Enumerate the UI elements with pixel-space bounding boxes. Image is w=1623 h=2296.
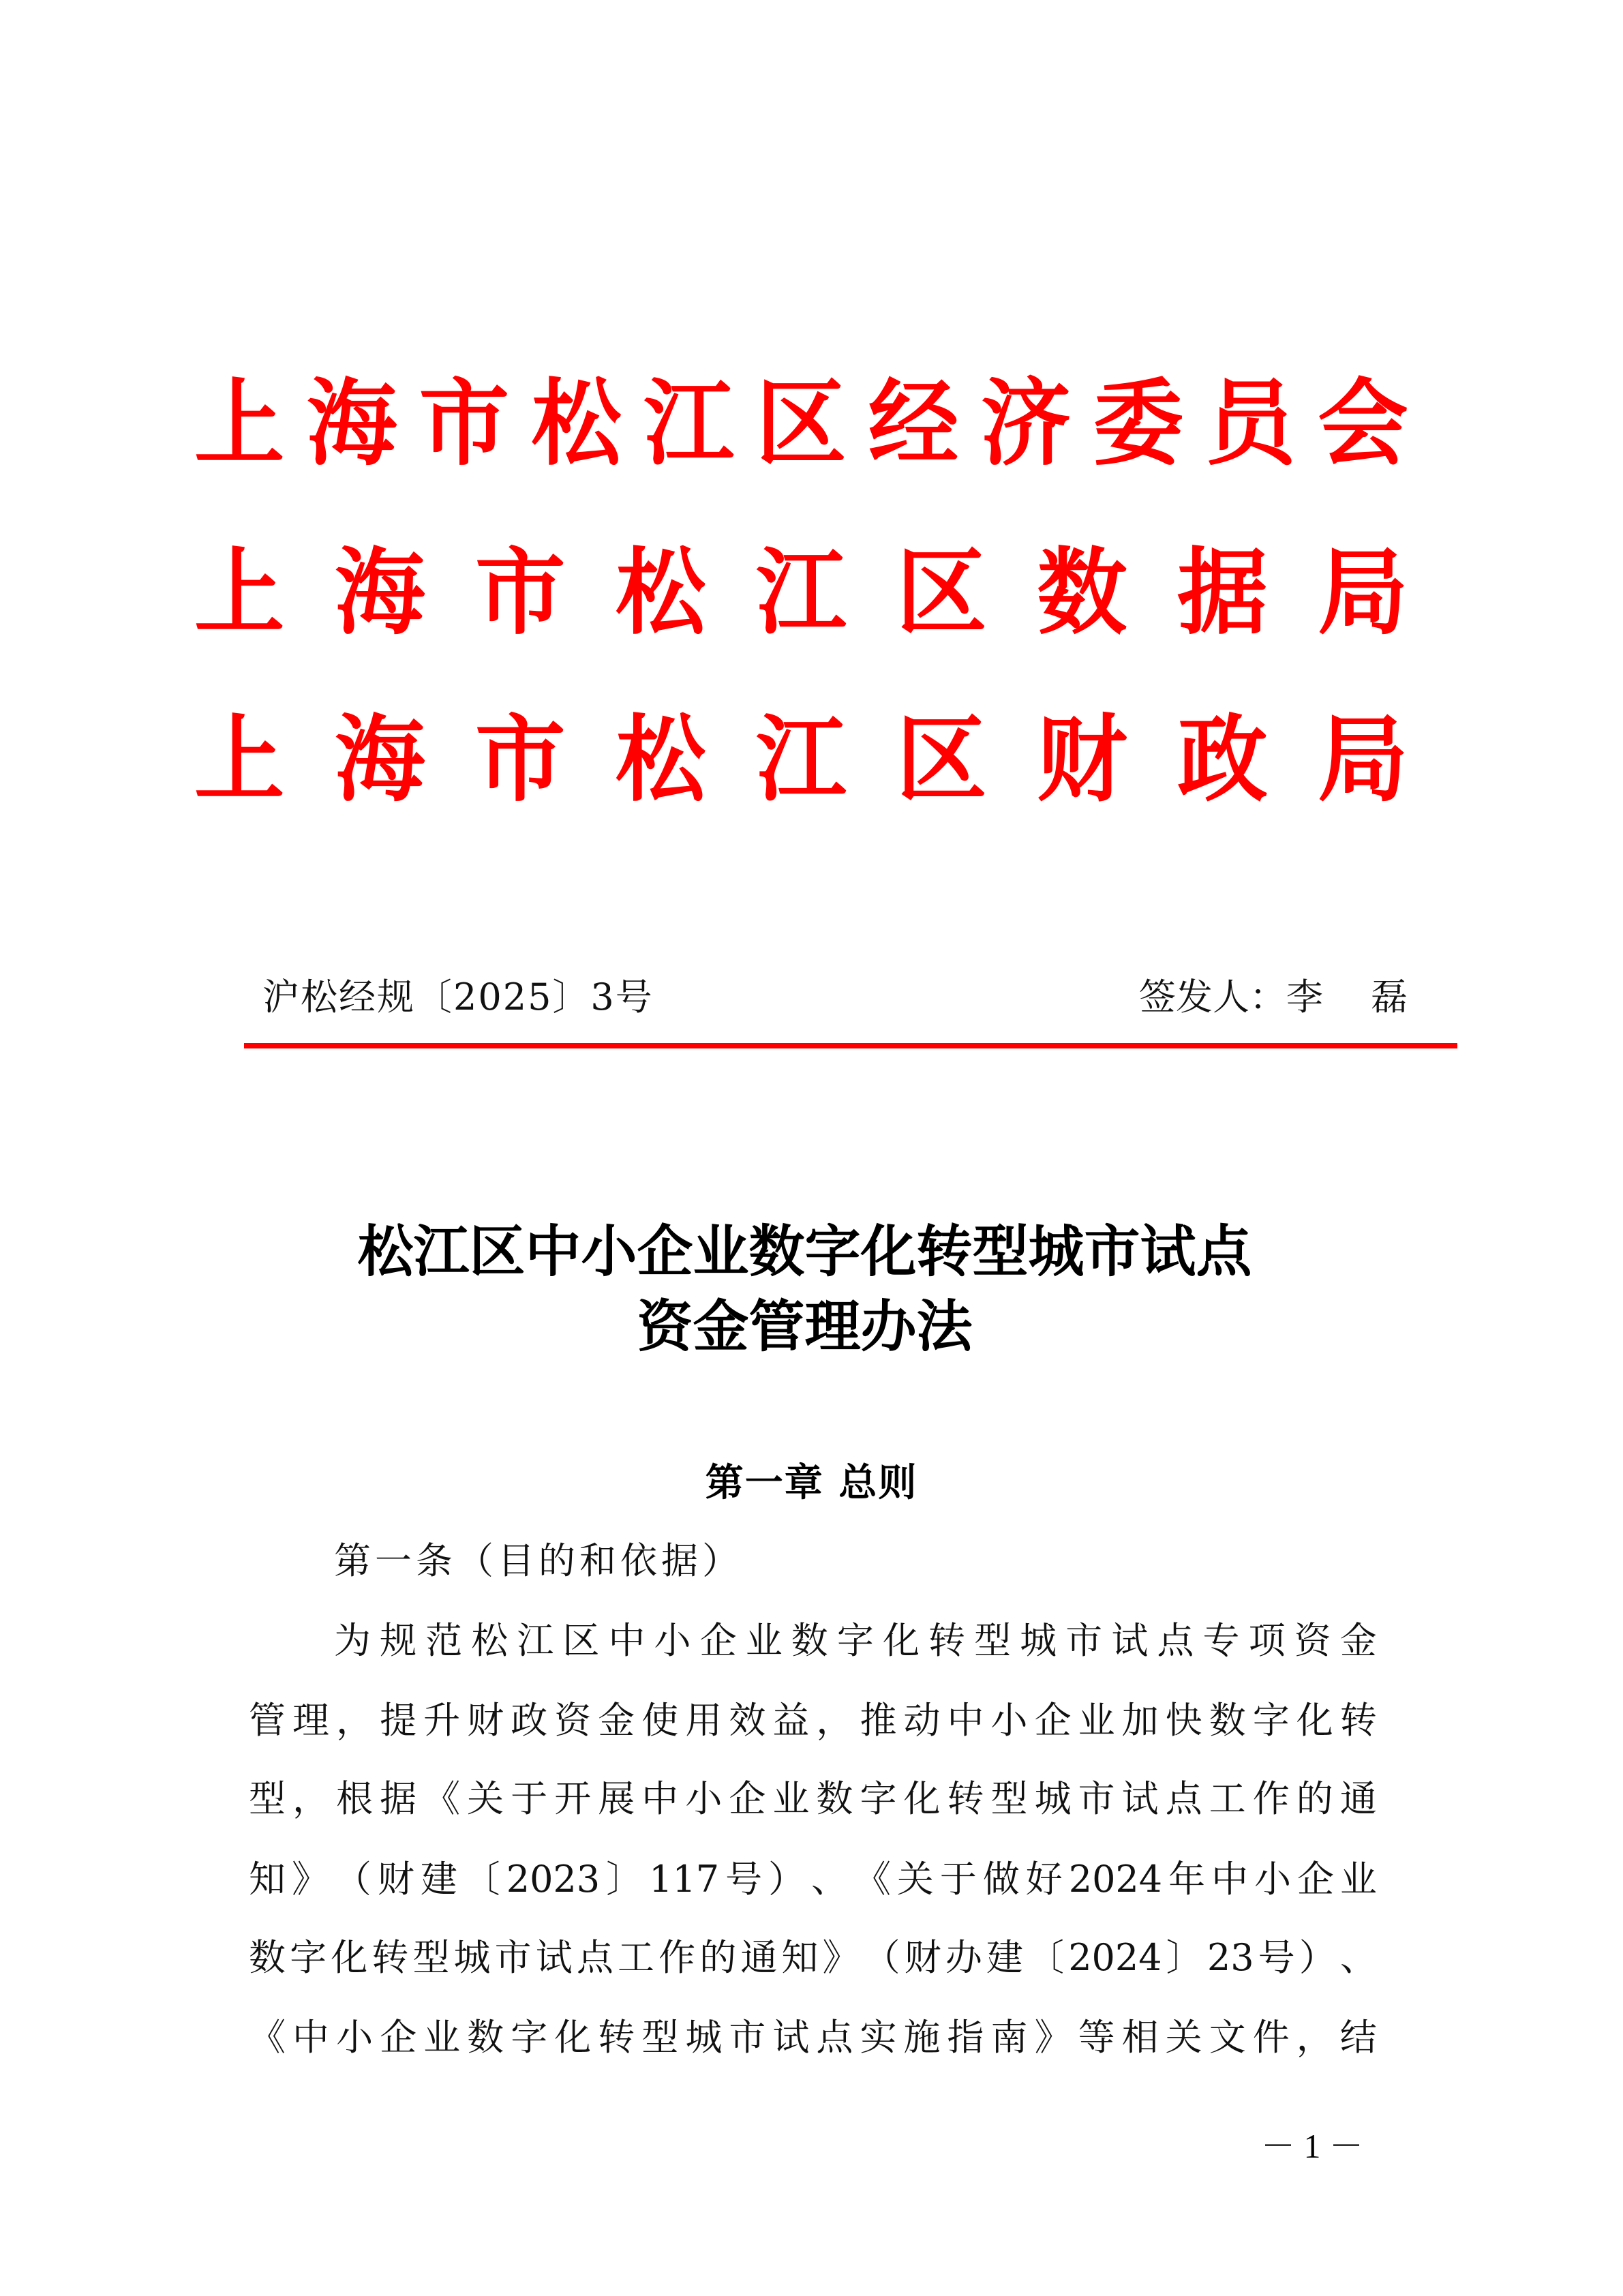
glyph: 范 [425, 1619, 463, 1662]
glyph: 建 [420, 1858, 457, 1901]
glyph: 点 [816, 2016, 853, 2059]
glyph: 指 [947, 2016, 984, 2059]
glyph: 关 [467, 1777, 504, 1820]
glyph: 中 [1211, 1858, 1249, 1901]
glyph: 江 [756, 537, 847, 648]
glyph: 城 [453, 1936, 491, 1979]
glyph: 2023 [506, 1858, 601, 1901]
issuer-line-economic-committee [194, 367, 1408, 479]
glyph: 〔 [463, 1858, 500, 1901]
glyph: 市 [475, 537, 566, 648]
glyph: 会 [1318, 367, 1408, 479]
glyph: 年 [1168, 1858, 1206, 1901]
glyph: 《 [423, 1777, 461, 1820]
glyph: 字 [836, 1619, 874, 1662]
glyph: 作 [1252, 1777, 1290, 1820]
glyph: 企 [1296, 1858, 1334, 1901]
glyph: 松 [616, 704, 706, 815]
signer-label: 签发人： [1139, 976, 1286, 1018]
glyph: 企 [699, 1619, 737, 1662]
paragraph-line [249, 1699, 1377, 1742]
document-title-line-2: 资金管理办法 [637, 1294, 973, 1359]
glyph: 2024 [1068, 1936, 1162, 1979]
glyph: 小 [1254, 1858, 1292, 1901]
glyph: 通 [1339, 1777, 1377, 1820]
glyph: 试 [772, 2016, 810, 2059]
glyph: 结 [1339, 2016, 1377, 2059]
glyph: 企 [729, 1777, 766, 1820]
glyph: 业 [423, 2016, 461, 2059]
glyph: 业 [772, 1777, 810, 1820]
glyph: 企 [380, 2016, 417, 2059]
glyph: 化 [903, 1777, 941, 1820]
glyph: 小 [990, 1699, 1028, 1742]
glyph: 市 [419, 367, 510, 479]
glyph: 点 [1165, 1777, 1202, 1820]
glyph: ， [336, 1699, 374, 1742]
glyph: 2024 [1068, 1858, 1163, 1901]
glyph: 南 [990, 2016, 1028, 2059]
glyph: 展 [598, 1777, 635, 1820]
glyph: 财 [1037, 704, 1127, 815]
glyph: 海 [335, 537, 425, 648]
glyph: 型 [641, 2016, 679, 2059]
glyph: 财 [467, 1699, 504, 1742]
glyph: 建 [986, 1936, 1023, 1979]
glyph: 为 [334, 1619, 371, 1662]
glyph: ， [292, 1777, 330, 1820]
glyph: 据 [380, 1777, 417, 1820]
red-divider [244, 1043, 1457, 1048]
signer [1139, 973, 1408, 1021]
glyph: 试 [1121, 1777, 1159, 1820]
glyph: 工 [1209, 1777, 1246, 1820]
glyph: 业 [1078, 1699, 1115, 1742]
glyph: 松 [531, 367, 622, 479]
glyph: 据 [1177, 537, 1268, 648]
article-heading: 第一条（目的和依据） [334, 1539, 743, 1582]
glyph: 转 [928, 1619, 966, 1662]
glyph: 、 [1339, 1936, 1377, 1979]
issuer-line-finance-bureau [194, 704, 1408, 815]
glyph: 数 [467, 2016, 504, 2059]
glyph: 《 [853, 1858, 891, 1901]
glyph: ） [1299, 1936, 1336, 1979]
glyph: 快 [1165, 1699, 1202, 1742]
glyph: 政 [1177, 704, 1268, 815]
document-number-row [262, 973, 1408, 1021]
glyph: 效 [729, 1699, 766, 1742]
glyph: 型 [249, 1777, 286, 1820]
glyph: 的 [1296, 1777, 1333, 1820]
glyph: 江 [643, 367, 734, 479]
glyph: 局 [1318, 704, 1408, 815]
glyph: 知 [249, 1858, 286, 1901]
glyph: 加 [1121, 1699, 1159, 1742]
glyph: （ [334, 1858, 371, 1901]
glyph: 〕 [606, 1858, 643, 1901]
glyph: 知 [781, 1936, 819, 1979]
glyph: 经 [868, 367, 959, 479]
paragraph-line [249, 2016, 1377, 2059]
glyph: ， [816, 1699, 853, 1742]
glyph: 实 [860, 2016, 897, 2059]
glyph: 《 [249, 2016, 286, 2059]
glyph: 点 [576, 1936, 613, 1979]
glyph: 件 [1252, 2016, 1290, 2059]
glyph: 117 [649, 1858, 720, 1901]
glyph: 、 [811, 1858, 848, 1901]
glyph: 局 [1318, 537, 1408, 648]
glyph: 中 [608, 1619, 646, 1662]
glyph: 市 [494, 1936, 532, 1979]
glyph: 〔 [1027, 1936, 1065, 1979]
glyph: 办 [945, 1936, 982, 1979]
glyph: 字 [860, 1777, 897, 1820]
glyph: 》 [822, 1936, 860, 1979]
glyph: 号 [725, 1858, 763, 1901]
glyph: 专 [1202, 1619, 1240, 1662]
glyph: 财 [904, 1936, 941, 1979]
glyph: 转 [598, 2016, 635, 2059]
glyph: 金 [1339, 1619, 1377, 1662]
glyph: 益 [772, 1699, 810, 1742]
glyph: 开 [554, 1777, 592, 1820]
glyph: 作 [658, 1936, 696, 1979]
glyph: 化 [554, 2016, 592, 2059]
glyph: 施 [903, 2016, 941, 2059]
glyph: 中 [947, 1699, 984, 1742]
glyph: 数 [1209, 1699, 1246, 1742]
issuer-line-data-bureau [194, 537, 1408, 648]
glyph: 中 [292, 2016, 330, 2059]
glyph: 小 [654, 1619, 691, 1662]
glyph: 化 [1296, 1699, 1333, 1742]
glyph: 工 [617, 1936, 654, 1979]
signer-name-first: 李 [1286, 976, 1323, 1018]
glyph: 关 [1165, 2016, 1202, 2059]
glyph: 江 [756, 704, 847, 815]
glyph: 松 [471, 1619, 509, 1662]
glyph: 上 [194, 537, 285, 648]
paragraph-line [249, 1858, 1377, 1901]
page-number: － 1 － [1261, 2127, 1363, 2165]
glyph: 上 [194, 367, 285, 479]
glyph: 使 [641, 1699, 679, 1742]
glyph: （ [863, 1936, 900, 1979]
glyph: 化 [331, 1936, 368, 1979]
glyph: 员 [1205, 367, 1296, 479]
glyph: 数 [249, 1936, 286, 1979]
glyph: 转 [1339, 1699, 1377, 1742]
glyph: 转 [371, 1936, 409, 1979]
glyph: 升 [423, 1699, 461, 1742]
glyph: 资 [1294, 1619, 1331, 1662]
glyph: 政 [511, 1699, 548, 1742]
glyph: 相 [1121, 2016, 1159, 2059]
paragraph-line [334, 1619, 1377, 1662]
glyph: 城 [685, 2016, 723, 2059]
glyph: 市 [729, 2016, 766, 2059]
glyph: 好 [1025, 1858, 1063, 1901]
glyph: 业 [745, 1619, 783, 1662]
glyph: 型 [412, 1936, 450, 1979]
glyph: 号 [1258, 1936, 1295, 1979]
glyph: 数 [1037, 537, 1127, 648]
glyph: 型 [990, 1777, 1028, 1820]
glyph: 做 [982, 1858, 1020, 1901]
glyph: 海 [306, 367, 397, 479]
glyph: 区 [756, 367, 847, 479]
glyph: 理 [292, 1699, 330, 1742]
paragraph-line [249, 1777, 1377, 1820]
glyph: 委 [1093, 367, 1184, 479]
document-title-line-1: 松江区中小企业数字化转型城市试点 [357, 1219, 1252, 1284]
glyph: 试 [535, 1936, 573, 1979]
glyph: 字 [1252, 1699, 1290, 1742]
glyph: 江 [517, 1619, 554, 1662]
glyph: 的 [699, 1936, 737, 1979]
glyph: 小 [685, 1777, 723, 1820]
glyph: 区 [562, 1619, 600, 1662]
glyph: 》 [1034, 2016, 1072, 2059]
glyph: ） [768, 1858, 806, 1901]
glyph: 城 [1034, 1777, 1072, 1820]
glyph: 区 [896, 704, 987, 815]
glyph: 数 [816, 1777, 853, 1820]
glyph: 点 [1157, 1619, 1194, 1662]
glyph: 海 [335, 704, 425, 815]
glyph: 23 [1207, 1936, 1254, 1979]
chapter-heading: 第一章 总则 [705, 1461, 918, 1505]
glyph: 金 [598, 1699, 635, 1742]
glyph: 》 [291, 1858, 329, 1901]
signer-name-last: 磊 [1371, 976, 1408, 1018]
glyph: 于 [511, 1777, 548, 1820]
glyph: 济 [980, 367, 1072, 479]
glyph: 松 [616, 537, 706, 648]
glyph: 试 [1111, 1619, 1149, 1662]
glyph: 等 [1078, 2016, 1115, 2059]
paragraph-line [249, 1936, 1377, 1979]
glyph: 〕 [1166, 1936, 1203, 1979]
glyph: 提 [380, 1699, 417, 1742]
glyph: 市 [1078, 1777, 1115, 1820]
glyph: 项 [1248, 1619, 1286, 1662]
glyph: 企 [1034, 1699, 1072, 1742]
glyph: 市 [475, 704, 566, 815]
document-number: 沪松经规〔2025〕3号 [262, 976, 654, 1018]
glyph: 转 [947, 1777, 984, 1820]
glyph: 区 [896, 537, 987, 648]
glyph: 型 [974, 1619, 1012, 1662]
glyph: ， [1296, 2016, 1333, 2059]
glyph: 市 [1065, 1619, 1103, 1662]
glyph: 数 [791, 1619, 828, 1662]
glyph: 文 [1209, 2016, 1246, 2059]
glyph: 于 [939, 1858, 977, 1901]
glyph: 用 [685, 1699, 723, 1742]
glyph: 城 [1020, 1619, 1057, 1662]
glyph: 规 [380, 1619, 417, 1662]
glyph: 推 [860, 1699, 897, 1742]
glyph: 小 [336, 2016, 374, 2059]
glyph: 资 [554, 1699, 592, 1742]
glyph: 字 [290, 1936, 327, 1979]
glyph: 关 [896, 1858, 934, 1901]
glyph: 上 [194, 704, 285, 815]
glyph: 通 [740, 1936, 778, 1979]
glyph: 字 [511, 2016, 548, 2059]
glyph: 动 [903, 1699, 941, 1742]
glyph: 化 [882, 1619, 920, 1662]
glyph: 业 [1339, 1858, 1377, 1901]
glyph: 根 [336, 1777, 374, 1820]
glyph: 中 [641, 1777, 679, 1820]
glyph: 管 [249, 1699, 286, 1742]
glyph: 财 [377, 1858, 414, 1901]
